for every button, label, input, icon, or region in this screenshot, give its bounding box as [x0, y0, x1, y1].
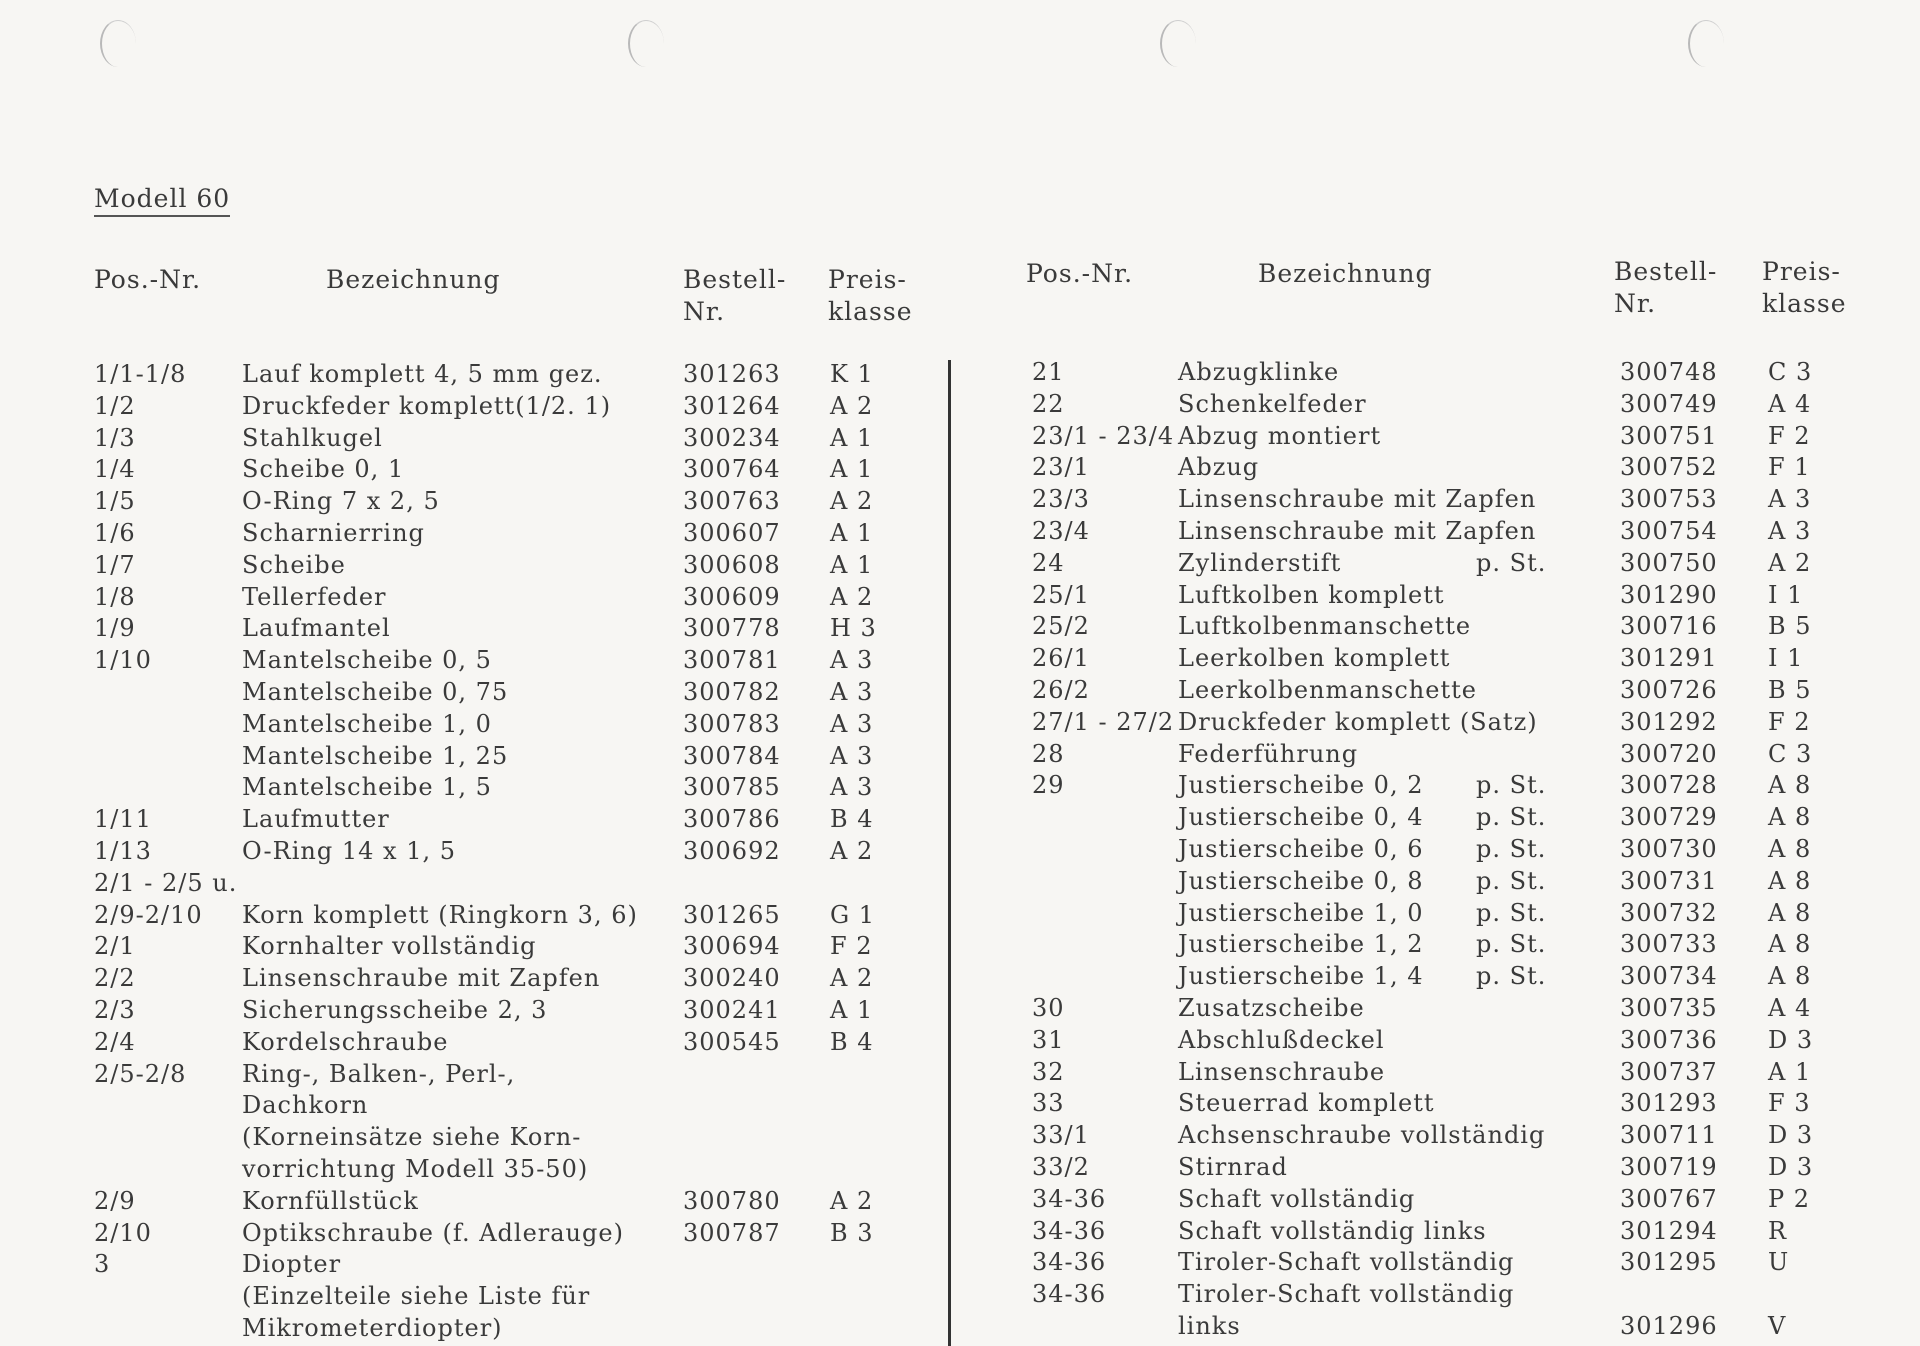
bestell-nr-cell: 300240 [683, 964, 781, 993]
pos-nr-cell: 34-36 [1032, 1248, 1107, 1277]
bestell-nr-cell: 300786 [683, 805, 781, 834]
pos-nr-cell: 33/2 [1032, 1153, 1090, 1181]
pos-nr-cell: 1/2 [94, 391, 136, 420]
preisklasse-cell: A 8 [1768, 771, 1812, 800]
preisklasse-cell: B 5 [1768, 676, 1812, 704]
bezeichnung-cell: Justierscheibe 1, 0 [1178, 898, 1424, 927]
bestell-nr-cell: 300545 [683, 1027, 781, 1056]
bestell-nr-cell: 301265 [683, 900, 781, 929]
preisklasse-cell: A 2 [830, 1186, 874, 1215]
bezeichnung-cell: Schaft vollständig [1178, 1184, 1416, 1213]
bezeichnung-cell: Tiroler-Schaft vollständig [1178, 1280, 1515, 1309]
preisklasse-cell: A 2 [830, 964, 874, 993]
preisklasse-cell: I 1 [1768, 580, 1804, 609]
preisklasse-cell: D 3 [1768, 1025, 1814, 1054]
bezeichnung-cell: Stirnrad [1178, 1153, 1288, 1181]
preisklasse-cell: D 3 [1768, 1153, 1814, 1181]
bestell-nr-cell: 300750 [1620, 548, 1718, 577]
stueck-cell: p. St. [1476, 803, 1547, 832]
bestell-nr-cell: 300608 [683, 550, 781, 579]
pos-nr-cell: 1/4 [94, 455, 136, 484]
bezeichnung-cell: Abzug [1178, 453, 1260, 482]
bestell-nr-cell: 301264 [683, 391, 781, 420]
pos-nr-cell: 2/3 [94, 996, 136, 1024]
bestell-nr-cell: 300609 [683, 582, 781, 611]
bestell-nr-cell: 300731 [1620, 866, 1718, 895]
pos-nr-cell: 1/1-1/8 [94, 360, 187, 388]
bestell-nr-cell: 300751 [1620, 421, 1718, 450]
pos-nr-cell: 2/5-2/8 [94, 1059, 187, 1088]
preisklasse-cell: A 1 [830, 996, 874, 1024]
pos-nr-cell: 2/2 [94, 964, 136, 993]
bezeichnung-cell: Lauf komplett 4, 5 mm gez. [242, 360, 603, 388]
bezeichnung-cell: Optikschraube (f. Adlerauge) [242, 1218, 624, 1247]
bestell-nr-cell: 300729 [1620, 803, 1718, 832]
pos-nr-cell: 1/5 [94, 487, 136, 516]
preisklasse-cell: A 1 [830, 455, 874, 484]
bezeichnung-cell: Laufmutter [242, 805, 390, 834]
pos-nr-cell: 2/10 [94, 1218, 152, 1247]
preisklasse-cell: K 1 [830, 360, 874, 388]
bezeichnung-cell: Achsenschraube vollständig [1178, 1121, 1546, 1150]
bezeichnung-cell: Scheibe 0, 1 [242, 455, 405, 484]
bestell-nr-cell: 300787 [683, 1218, 781, 1247]
bestell-nr-cell: 300241 [683, 996, 781, 1024]
pos-nr-cell: 1/3 [94, 423, 136, 452]
bestell-nr-cell: 300785 [683, 773, 781, 802]
bestell-nr-cell: 300720 [1620, 739, 1718, 768]
preisklasse-cell: B 4 [830, 1027, 874, 1056]
pos-nr-cell: 25/1 [1032, 580, 1090, 609]
pos-nr-cell: 2/1 - 2/5 u. [94, 868, 238, 897]
bezeichnung-cell: Linsenschraube [1178, 1057, 1386, 1086]
preisklasse-cell: A 3 [830, 646, 874, 675]
pos-nr-cell: 1/8 [94, 582, 136, 611]
bestell-nr-cell: 300735 [1620, 994, 1718, 1022]
bezeichnung-cell: Sicherungsscheibe 2, 3 [242, 996, 548, 1024]
bezeichnung-cell: Korn komplett (Ringkorn 3, 6) [242, 900, 638, 929]
pos-nr-cell: 23/3 [1032, 485, 1090, 514]
preisklasse-cell: A 2 [830, 582, 874, 611]
bezeichnung-cell: Justierscheibe 0, 2 [1178, 771, 1424, 800]
header-bestell-right: Bestell- Nr. [1614, 257, 1718, 318]
pos-nr-cell: 33 [1032, 1089, 1065, 1118]
preisklasse-cell: A 3 [830, 741, 874, 770]
bestell-nr-cell: 300767 [1620, 1184, 1718, 1213]
bestell-nr-cell: 301293 [1620, 1089, 1718, 1118]
bestell-nr-cell: 300737 [1620, 1057, 1718, 1086]
bezeichnung-cell: vorrichtung Modell 35-50) [242, 1155, 589, 1183]
bezeichnung-cell: Kordelschraube [242, 1027, 449, 1056]
bestell-nr-cell: 301296 [1620, 1312, 1718, 1340]
preisklasse-cell: A 3 [830, 773, 874, 802]
bezeichnung-cell: Schenkelfeder [1178, 389, 1367, 418]
header-preis-right: Preis- klasse [1762, 257, 1847, 318]
pos-nr-cell: 30 [1032, 994, 1065, 1022]
bestell-nr-cell: 301290 [1620, 580, 1718, 609]
stueck-cell: p. St. [1476, 866, 1547, 895]
bestell-nr-cell: 300733 [1620, 930, 1718, 959]
preisklasse-cell: F 2 [1768, 421, 1811, 450]
preisklasse-cell: A 2 [830, 391, 874, 420]
preisklasse-cell: A 2 [1768, 548, 1812, 577]
pos-nr-cell: 26/2 [1032, 676, 1090, 704]
stueck-cell: p. St. [1476, 771, 1547, 800]
bezeichnung-cell: Mantelscheibe 0, 75 [242, 678, 509, 706]
bezeichnung-cell: Ring-, Balken-, Perl-, [242, 1059, 516, 1088]
preisklasse-cell: A 2 [830, 487, 874, 516]
bestell-nr-cell: 300754 [1620, 517, 1718, 545]
bezeichnung-cell: Mantelscheibe 1, 5 [242, 773, 492, 802]
pos-nr-cell: 23/1 [1032, 453, 1090, 482]
pos-nr-cell: 24 [1032, 548, 1065, 577]
bestell-nr-cell: 300778 [683, 614, 781, 643]
bezeichnung-cell: Laufmantel [242, 614, 391, 643]
preisklasse-cell: A 8 [1768, 835, 1812, 863]
bezeichnung-cell: Tiroler-Schaft vollständig [1178, 1248, 1515, 1277]
preisklasse-cell: D 3 [1768, 1121, 1814, 1150]
pos-nr-cell: 2/4 [94, 1027, 136, 1056]
preisklasse-cell: F 2 [1768, 707, 1811, 736]
pos-nr-cell: 31 [1032, 1025, 1065, 1054]
punch-hole-2 [628, 20, 664, 67]
bezeichnung-cell: Abschlußdeckel [1178, 1025, 1385, 1054]
bestell-nr-cell: 300752 [1620, 453, 1718, 482]
preisklasse-cell: A 2 [830, 837, 874, 865]
pos-nr-cell: 28 [1032, 739, 1065, 768]
bezeichnung-cell: Federführung [1178, 739, 1359, 768]
bezeichnung-cell: Linsenschraube mit Zapfen [1178, 485, 1537, 514]
bestell-nr-cell: 300782 [683, 678, 781, 706]
preisklasse-cell: A 3 [1768, 485, 1812, 514]
preisklasse-cell: R [1768, 1216, 1788, 1245]
bestell-nr-cell: 300763 [683, 487, 781, 516]
bezeichnung-cell: (Korneinsätze siehe Korn- [242, 1123, 582, 1152]
bezeichnung-cell: Kornfüllstück [242, 1186, 419, 1215]
bezeichnung-cell: Zusatzscheibe [1178, 994, 1365, 1022]
bezeichnung-cell: Mantelscheibe 0, 5 [242, 646, 492, 675]
pos-nr-cell: 1/6 [94, 519, 136, 547]
bestell-nr-cell: 300694 [683, 932, 781, 961]
preisklasse-cell: H 3 [830, 614, 877, 643]
bezeichnung-cell: Diopter [242, 1250, 342, 1279]
pos-nr-cell: 25/2 [1032, 612, 1090, 641]
bestell-nr-cell: 300736 [1620, 1025, 1718, 1054]
stueck-cell: p. St. [1476, 548, 1547, 577]
preisklasse-cell: B 5 [1768, 612, 1812, 641]
bestell-nr-cell: 300711 [1620, 1121, 1718, 1150]
pos-nr-cell: 1/9 [94, 614, 136, 643]
bestell-nr-cell: 300753 [1620, 485, 1718, 514]
bestell-nr-cell: 300607 [683, 519, 781, 547]
bezeichnung-cell: Steuerrad komplett [1178, 1089, 1435, 1118]
pos-nr-cell: 26/1 [1032, 644, 1090, 673]
bestell-nr-cell: 300730 [1620, 835, 1718, 863]
bezeichnung-cell: Leerkolbenmanschette [1178, 676, 1477, 704]
bestell-nr-cell: 300732 [1620, 898, 1718, 927]
bestell-nr-cell: 300780 [683, 1186, 781, 1215]
bezeichnung-cell: Justierscheibe 0, 6 [1178, 835, 1424, 863]
document-title: Modell 60 [94, 184, 230, 217]
bestell-nr-cell: 300726 [1620, 676, 1718, 704]
preisklasse-cell: A 3 [830, 678, 874, 706]
bezeichnung-cell: Luftkolbenmanschette [1178, 612, 1472, 641]
preisklasse-cell: A 1 [830, 423, 874, 452]
preisklasse-cell: F 2 [830, 932, 873, 961]
header-preis-left: Preis- klasse [828, 265, 913, 326]
pos-nr-cell: 32 [1032, 1057, 1065, 1086]
header-bestell-left: Bestell- Nr. [683, 265, 787, 326]
bestell-nr-cell: 300783 [683, 709, 781, 738]
bezeichnung-cell: Zylinderstift [1178, 548, 1342, 577]
preisklasse-cell: A 4 [1768, 994, 1812, 1022]
bestell-nr-cell: 300784 [683, 741, 781, 770]
bestell-nr-cell: 300734 [1620, 962, 1718, 991]
bezeichnung-cell: Justierscheibe 1, 4 [1178, 962, 1424, 991]
bestell-nr-cell: 301263 [683, 360, 781, 388]
preisklasse-cell: A 3 [1768, 517, 1812, 545]
preisklasse-cell: A 4 [1768, 389, 1812, 418]
preisklasse-cell: I 1 [1768, 644, 1804, 673]
bezeichnung-cell: O-Ring 14 x 1, 5 [242, 837, 456, 865]
preisklasse-cell: A 8 [1768, 930, 1812, 959]
pos-nr-cell: 21 [1032, 358, 1065, 386]
bezeichnung-cell: Druckfeder komplett (Satz) [1178, 707, 1538, 736]
header-pos-right: Pos.-Nr. [1026, 259, 1134, 288]
pos-nr-cell: 34-36 [1032, 1216, 1107, 1245]
bestell-nr-cell: 300764 [683, 455, 781, 484]
bezeichnung-cell: Tellerfeder [242, 582, 387, 611]
header-bez-left: Bezeichnung [326, 265, 501, 294]
preisklasse-cell: F 1 [1768, 453, 1811, 482]
bezeichnung-cell: Schaft vollständig links [1178, 1216, 1487, 1245]
bezeichnung-cell: Mantelscheibe 1, 0 [242, 709, 492, 738]
preisklasse-cell: A 1 [830, 519, 874, 547]
preisklasse-cell: A 3 [830, 709, 874, 738]
pos-nr-cell: 23/4 [1032, 517, 1090, 545]
bezeichnung-cell: Linsenschraube mit Zapfen [1178, 517, 1537, 545]
bestell-nr-cell: 300728 [1620, 771, 1718, 800]
bezeichnung-cell: Leerkolben komplett [1178, 644, 1451, 673]
header-pos-left: Pos.-Nr. [94, 265, 202, 294]
bezeichnung-cell: Abzugklinke [1178, 358, 1340, 386]
pos-nr-cell: 3 [94, 1250, 111, 1279]
pos-nr-cell: 23/1 - 23/4 [1032, 421, 1175, 450]
header-bez-right: Bezeichnung [1258, 259, 1433, 288]
preisklasse-cell: B 4 [830, 805, 874, 834]
bestell-nr-cell: 301291 [1620, 644, 1718, 673]
punch-hole-1 [100, 20, 136, 67]
stueck-cell: p. St. [1476, 898, 1547, 927]
pos-nr-cell: 33/1 [1032, 1121, 1090, 1150]
preisklasse-cell: C 3 [1768, 739, 1813, 768]
pos-nr-cell: 27/1 - 27/2 [1032, 707, 1175, 736]
bestell-nr-cell: 300716 [1620, 612, 1718, 641]
bezeichnung-cell: links [1178, 1312, 1241, 1340]
preisklasse-cell: V [1768, 1312, 1787, 1340]
pos-nr-cell: 1/10 [94, 646, 152, 675]
preisklasse-cell: B 3 [830, 1218, 874, 1247]
preisklasse-cell: A 8 [1768, 962, 1812, 991]
bezeichnung-cell: Scheibe [242, 550, 346, 579]
bezeichnung-cell: Justierscheibe 0, 8 [1178, 866, 1424, 895]
bestell-nr-cell: 300781 [683, 646, 781, 675]
pos-nr-cell: 1/11 [94, 805, 152, 834]
bezeichnung-cell: Justierscheibe 0, 4 [1178, 803, 1424, 832]
pos-nr-cell: 22 [1032, 389, 1065, 418]
preisklasse-cell: P 2 [1768, 1184, 1811, 1213]
bezeichnung-cell: Stahlkugel [242, 423, 383, 452]
preisklasse-cell: C 3 [1768, 358, 1813, 386]
bezeichnung-cell: O-Ring 7 x 2, 5 [242, 487, 440, 516]
bezeichnung-cell: Kornhalter vollständig [242, 932, 537, 961]
bestell-nr-cell: 301295 [1620, 1248, 1718, 1277]
pos-nr-cell: 2/1 [94, 932, 136, 961]
preisklasse-cell: F 3 [1768, 1089, 1811, 1118]
pos-nr-cell: 34-36 [1032, 1280, 1107, 1309]
bezeichnung-cell: Justierscheibe 1, 2 [1178, 930, 1424, 959]
bezeichnung-cell: Druckfeder komplett(1/2. 1) [242, 391, 612, 420]
preisklasse-cell: A 8 [1768, 866, 1812, 895]
column-divider [948, 360, 951, 1346]
bezeichnung-cell: (Einzelteile siehe Liste für [242, 1282, 591, 1311]
punch-hole-4 [1688, 20, 1724, 67]
preisklasse-cell: A 1 [830, 550, 874, 579]
bestell-nr-cell: 300692 [683, 837, 781, 865]
bestell-nr-cell: 300749 [1620, 389, 1718, 418]
bezeichnung-cell: Dachkorn [242, 1091, 369, 1120]
pos-nr-cell: 34-36 [1032, 1184, 1107, 1213]
bezeichnung-cell: Luftkolben komplett [1178, 580, 1445, 609]
bestell-nr-cell: 300234 [683, 423, 781, 452]
pos-nr-cell: 1/7 [94, 550, 136, 579]
preisklasse-cell: A 8 [1768, 898, 1812, 927]
bestell-nr-cell: 300748 [1620, 358, 1718, 386]
pos-nr-cell: 29 [1032, 771, 1065, 800]
punch-hole-3 [1160, 20, 1196, 67]
pos-nr-cell: 1/13 [94, 837, 152, 865]
bezeichnung-cell: Linsenschraube mit Zapfen [242, 964, 601, 993]
bezeichnung-cell: Scharnierring [242, 519, 425, 547]
bezeichnung-cell: Mantelscheibe 1, 25 [242, 741, 509, 770]
bestell-nr-cell: 301292 [1620, 707, 1718, 736]
bezeichnung-cell: Mikrometerdiopter) [242, 1314, 503, 1342]
preisklasse-cell: A 8 [1768, 803, 1812, 832]
pos-nr-cell: 2/9-2/10 [94, 900, 203, 929]
bestell-nr-cell: 300719 [1620, 1153, 1718, 1181]
stueck-cell: p. St. [1476, 930, 1547, 959]
preisklasse-cell: G 1 [830, 900, 876, 929]
preisklasse-cell: A 1 [1768, 1057, 1812, 1086]
bestell-nr-cell: 301294 [1620, 1216, 1718, 1245]
bezeichnung-cell: Abzug montiert [1178, 421, 1382, 450]
preisklasse-cell: U [1768, 1248, 1790, 1277]
stueck-cell: p. St. [1476, 962, 1547, 991]
pos-nr-cell: 2/9 [94, 1186, 136, 1215]
stueck-cell: p. St. [1476, 835, 1547, 863]
